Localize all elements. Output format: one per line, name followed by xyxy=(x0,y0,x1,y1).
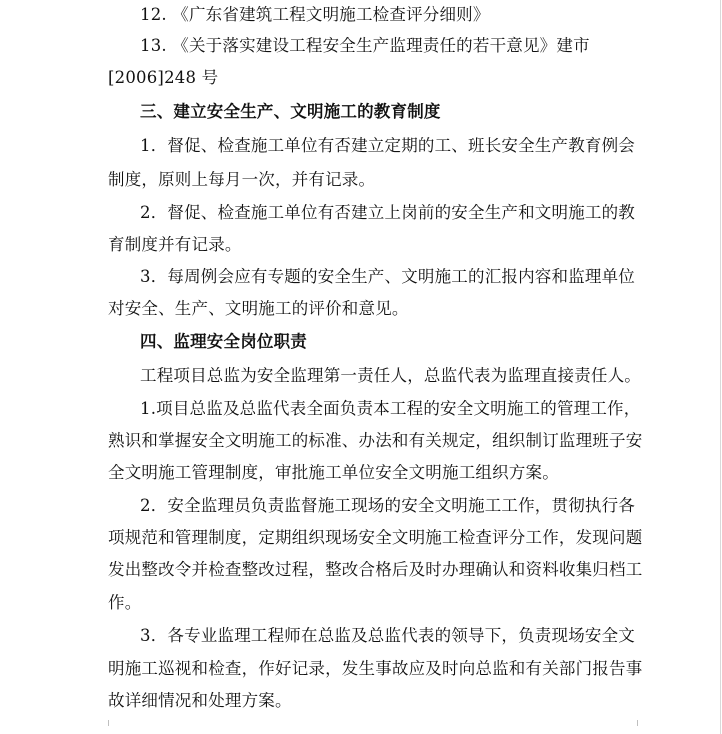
section-heading-3: 三、建立安全生产、文明施工的教育制度 xyxy=(140,102,441,121)
paragraph-line: 发出整改令并检查整改过程，整改合格后及时办理确认和资料收集归档工 xyxy=(108,560,643,579)
paragraph-line: 1.项目总监及总监代表全面负责本工程的安全文明施工的管理工作， xyxy=(140,399,641,418)
paragraph-line: 育制度并有记录。 xyxy=(108,235,242,254)
paragraph-line: 2．安全监理员负责监督施工现场的安全文明施工工作，贯彻执行各 xyxy=(140,496,635,515)
reference-item-13-continued: [2006]248 号 xyxy=(108,68,219,87)
paragraph-line: 项规范和管理制度，定期组织现场安全文明施工检查评分工作，发现问题 xyxy=(108,528,643,547)
paragraph-line: 制度，原则上每月一次，并有记录。 xyxy=(108,170,376,189)
paragraph-line: 熟识和掌握安全文明施工的标准、办法和有关规定，组织制订监理班子安 xyxy=(108,431,643,450)
paragraph-line: 故详细情况和处理方案。 xyxy=(108,691,292,710)
paragraph-line: 2．督促、检查施工单位有否建立上岗前的安全生产和文明施工的教 xyxy=(140,203,635,222)
paragraph-line: 全文明施工管理制度，审批施工单位安全文明施工组织方案。 xyxy=(108,463,559,482)
paragraph-line: 明施工巡视和检查，作好记录，发生事故应及时向总监和有关部门报告事 xyxy=(108,659,643,678)
paragraph-line: 作。 xyxy=(108,593,142,612)
paragraph-line: 1．督促、检查施工单位有否建立定期的工、班长安全生产教育例会 xyxy=(140,136,635,155)
paragraph-line: 3．各专业监理工程师在总监及总监代表的领导下，负责现场安全文 xyxy=(140,626,635,645)
paragraph-line: 工程项目总监为安全监理第一责任人，总监代表为监理直接责任人。 xyxy=(140,366,641,385)
reference-item-12: 12. 《广东省建筑工程文明施工检查评分细则》 xyxy=(140,5,490,24)
margin-mark-bottom-left xyxy=(88,720,109,726)
margin-mark-bottom-right xyxy=(637,720,658,726)
paragraph-line: 3．每周例会应有专题的安全生产、文明施工的汇报内容和监理单位 xyxy=(140,267,635,286)
paragraph-line: 对安全、生产、文明施工的评价和意见。 xyxy=(108,299,409,318)
section-heading-4: 四、监理安全岗位职责 xyxy=(140,332,307,351)
reference-item-13: 13. 《关于落实建设工程安全生产监理责任的若干意见》建市 xyxy=(140,36,590,55)
